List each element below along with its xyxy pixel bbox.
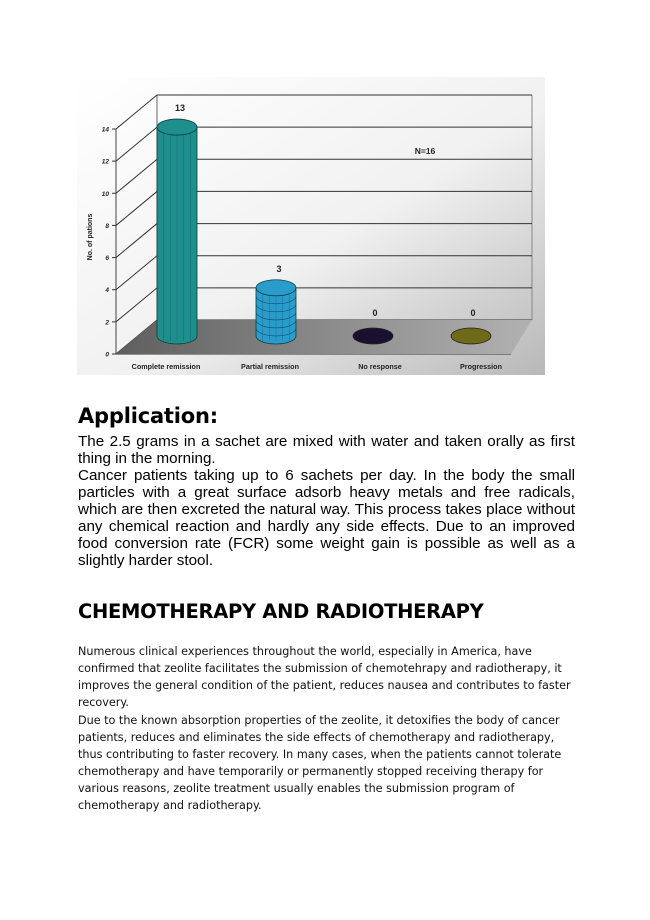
chemotherapy-paragraph-2: Due to the known absorption properties of the zeolite, it detoxifies the body of cancer patients, reduces and eliminates the side effects of chemotherapy and radiotherapy, thus contributing to faster recovery. In many cases, when the patients cannot tolerate chemotherapy and have temporarily or permanently stopped receiving therapy for various reasons, zeolite treatment usually enables the submission program of chemotherapy and radiotherapy.	[78, 714, 562, 812]
y-tick-label: 10	[101, 190, 109, 198]
bar-0	[157, 119, 197, 344]
chart-annotation: N=16	[414, 146, 436, 156]
y-axis-label: No. of pations	[87, 213, 94, 261]
y-tick-label: 2	[105, 319, 109, 327]
bar-top	[157, 119, 197, 135]
x-tick-label: No response	[358, 362, 402, 371]
bar-top	[256, 280, 296, 296]
bar-data-label: 0	[470, 308, 476, 318]
bar-disc	[451, 328, 491, 344]
x-tick-label: Partial remission	[241, 362, 299, 371]
chemotherapy-heading: CHEMOTHERAPY AND RADIOTHERAPY	[78, 600, 484, 623]
y-tick-label: 4	[105, 287, 109, 295]
y-tick-label: 14	[101, 126, 109, 134]
bar-data-label: 13	[174, 103, 186, 114]
application-paragraph-2: Cancer patients taking up to 6 sachets per day. In the body the small particles with a great surface adsorb heavy metals and free radicals, which are then excreted the natural way. This process takes place without any chemical reaction and hardly any side effects. Due to an improved food conversion rate (FCR) some weight gain is possible as well as a slightly harder stool.	[78, 467, 575, 569]
bar-3	[451, 328, 491, 344]
bar-1	[256, 280, 296, 344]
application-paragraph-1: The 2.5 grams in a sachet are mixed with water and taken orally as first thing in the morning.	[78, 433, 575, 467]
y-tick-label: 0	[105, 351, 109, 359]
bar-data-label: 0	[372, 308, 378, 318]
bar-chart	[77, 77, 545, 375]
application-heading: Application:	[78, 404, 218, 428]
x-tick-label: Progression	[460, 362, 502, 371]
bar-disc	[353, 328, 393, 344]
x-tick-label: Complete remission	[131, 362, 201, 371]
y-tick-label: 8	[105, 222, 109, 230]
bar-data-label: 3	[276, 263, 282, 274]
y-tick-label: 6	[105, 255, 109, 263]
y-tick-label: 12	[101, 158, 109, 166]
bar-2	[353, 328, 393, 344]
chemotherapy-paragraph-1: Numerous clinical experiences throughout the world, especially in America, have confirmed that zeolite facilitates the submission of chemotehrapy and radiotherapy, it improves the general condition of the patient, reduces nausea and contributes to faster recovery.	[78, 645, 571, 709]
